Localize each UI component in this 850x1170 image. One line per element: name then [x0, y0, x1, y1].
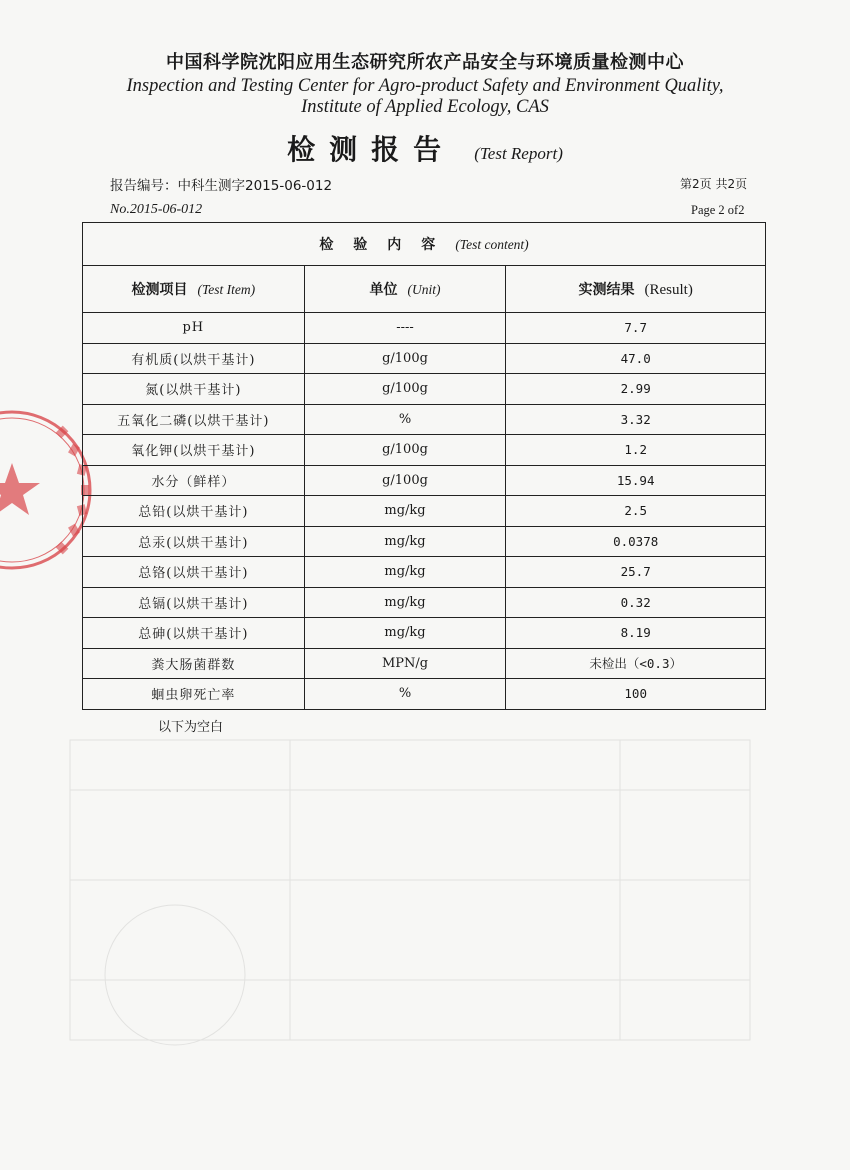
- cell-unit: MPN/g: [304, 648, 506, 679]
- report-number-en: No.2015-06-012: [110, 202, 203, 217]
- table-row: [83, 679, 766, 710]
- report-title-cn: 检测报告: [287, 133, 456, 166]
- cell-result: 7.7: [506, 313, 766, 344]
- column-header-result: 实测结果 (Result): [506, 266, 766, 313]
- cell-result: 100: [506, 679, 766, 710]
- cell-unit: ----: [304, 313, 506, 344]
- cell-item: 总铬(以烘干基计): [83, 557, 305, 588]
- cell-result: 0.32: [506, 587, 766, 618]
- cell-result: 2.99: [506, 374, 766, 405]
- table-row: [83, 557, 766, 588]
- cell-result: 25.7: [506, 557, 766, 588]
- table-caption-row: [83, 223, 766, 266]
- table-row: [83, 496, 766, 527]
- cell-item: 五氧化二磷(以烘干基计): [83, 404, 305, 435]
- table-row: [83, 618, 766, 649]
- table-row: [83, 343, 766, 374]
- table-row: [83, 465, 766, 496]
- organization-name-en-line1: Inspection and Testing Center for Agro-product Safety and Environment Quality,: [126, 76, 724, 96]
- table-row: [83, 526, 766, 557]
- table-row: [83, 404, 766, 435]
- cell-result: 1.2: [506, 435, 766, 466]
- cell-unit: g/100g: [304, 374, 506, 405]
- table-caption: [83, 223, 766, 266]
- cell-unit: mg/kg: [304, 557, 506, 588]
- cell-unit: %: [304, 679, 506, 710]
- cell-unit: g/100g: [304, 435, 506, 466]
- cell-item: 粪大肠菌群数: [83, 648, 305, 679]
- table-caption-en: (Test content): [455, 237, 529, 252]
- test-results-table: [82, 222, 766, 710]
- report-number-cn: 报告编号：中科生测字2015-06-012: [110, 178, 333, 194]
- page-indicator-cn: 第2页 共2页: [680, 177, 748, 191]
- cell-result: 8.19: [506, 618, 766, 649]
- table-row: [83, 587, 766, 618]
- cell-item: 有机质(以烘干基计): [83, 343, 305, 374]
- cell-unit: mg/kg: [304, 526, 506, 557]
- cell-item: 蛔虫卵死亡率: [83, 679, 305, 710]
- column-header-unit: 单位 (Unit): [304, 266, 506, 313]
- table-row: [83, 648, 766, 679]
- cell-unit: mg/kg: [304, 618, 506, 649]
- column-header-item: 检测项目 (Test Item): [83, 266, 305, 313]
- cell-item: 水分（鲜样）: [83, 465, 305, 496]
- table-caption-cn: 检验内容: [319, 237, 456, 253]
- report-title: [0, 128, 850, 168]
- cell-item: 总镉(以烘干基计): [83, 587, 305, 618]
- cell-item: 总砷(以烘干基计): [83, 618, 305, 649]
- cell-result: 3.32: [506, 404, 766, 435]
- cell-result: 未检出（<0.3）: [506, 648, 766, 679]
- table-body: [83, 313, 766, 710]
- table-header-row: [83, 266, 766, 313]
- blank-below-note: 以下为空白: [158, 720, 224, 735]
- cell-item: 氧化钾(以烘干基计): [83, 435, 305, 466]
- cell-unit: g/100g: [304, 465, 506, 496]
- cell-item: 氮(以烘干基计): [83, 374, 305, 405]
- cell-unit: g/100g: [304, 343, 506, 374]
- table-row: [83, 435, 766, 466]
- cell-unit: %: [304, 404, 506, 435]
- cell-result: 0.0378: [506, 526, 766, 557]
- cell-unit: mg/kg: [304, 496, 506, 527]
- table-row: [83, 374, 766, 405]
- page-indicator-en: Page 2 of2: [691, 203, 745, 217]
- report-title-en: (Test Report): [474, 144, 563, 163]
- organization-name-cn: 中国科学院沈阳应用生态研究所农产品安全与环境质量检测中心: [166, 52, 684, 73]
- cell-item: 总铅(以烘干基计): [83, 496, 305, 527]
- organization-name-en-line2: Institute of Applied Ecology, CAS: [301, 97, 549, 117]
- cell-item: 总汞(以烘干基计): [83, 526, 305, 557]
- cell-item: pH: [83, 313, 305, 344]
- table-row: [83, 313, 766, 344]
- cell-result: 15.94: [506, 465, 766, 496]
- cell-result: 2.5: [506, 496, 766, 527]
- cell-result: 47.0: [506, 343, 766, 374]
- cell-unit: mg/kg: [304, 587, 506, 618]
